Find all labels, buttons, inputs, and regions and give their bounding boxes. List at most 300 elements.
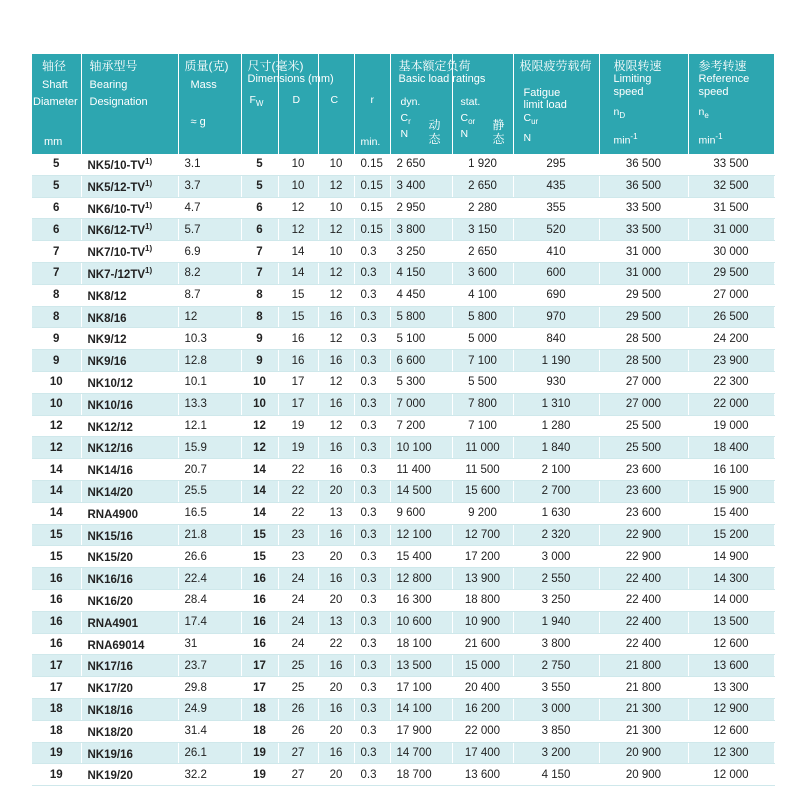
dyn-value: 13 500 bbox=[396, 659, 432, 672]
cell-shaft bbox=[32, 698, 81, 720]
r-value: 0.15 bbox=[360, 223, 383, 236]
stat-value: 2 650 bbox=[468, 245, 497, 258]
reference-value: 29 500 bbox=[713, 267, 749, 280]
stat-value: 2 650 bbox=[468, 180, 497, 193]
c-value: 20 bbox=[329, 768, 343, 781]
d-value: 22 bbox=[291, 485, 305, 498]
cell-d bbox=[278, 546, 318, 568]
fw-value: 8 bbox=[256, 310, 263, 323]
cell-designation bbox=[81, 154, 178, 175]
cell-stat bbox=[452, 677, 513, 699]
bearing-table bbox=[32, 54, 775, 786]
designation-value: NK14/16 bbox=[87, 464, 133, 477]
cell-r bbox=[354, 589, 390, 611]
cell-fw bbox=[241, 219, 278, 241]
cell-designation bbox=[81, 371, 178, 393]
cell-mass bbox=[178, 197, 241, 219]
mass-value: 6.9 bbox=[184, 245, 201, 258]
dyn-value: 2 950 bbox=[396, 201, 426, 214]
stat-value: 3 600 bbox=[468, 267, 497, 280]
table-row bbox=[32, 175, 774, 197]
reference-value: 24 200 bbox=[713, 332, 749, 345]
cell-r bbox=[354, 219, 390, 241]
cell-dyn bbox=[390, 546, 452, 568]
designation-en2: Designation bbox=[89, 96, 148, 108]
table-row bbox=[32, 655, 774, 677]
r-value: 0.3 bbox=[360, 441, 377, 454]
cell-r bbox=[354, 197, 390, 219]
cell-d bbox=[278, 589, 318, 611]
cell-c bbox=[318, 502, 354, 524]
cell-mass bbox=[178, 524, 241, 546]
mass-value: 8.2 bbox=[184, 267, 201, 280]
cell-shaft bbox=[32, 175, 81, 197]
header-designation bbox=[81, 54, 178, 154]
shaft-value: 10 bbox=[49, 376, 63, 389]
cell-fw bbox=[241, 633, 278, 655]
cell-dyn bbox=[390, 415, 452, 437]
dyn-value: 17 100 bbox=[396, 681, 432, 694]
cell-stat bbox=[452, 415, 513, 437]
shaft-value: 16 bbox=[49, 572, 63, 585]
cell-stat bbox=[452, 459, 513, 481]
dyn-value: 7 200 bbox=[396, 419, 426, 432]
fw-value: 6 bbox=[256, 201, 263, 214]
table-row bbox=[32, 241, 774, 263]
designation-value: RNA69014 bbox=[87, 639, 145, 652]
cell-dyn bbox=[390, 241, 452, 263]
c-value: 16 bbox=[329, 441, 343, 454]
limiting-value: 28 500 bbox=[625, 332, 662, 345]
cell-c bbox=[318, 241, 354, 263]
fw-value: 19 bbox=[253, 768, 266, 781]
designation-value: NK10/16 bbox=[87, 399, 133, 412]
r-symbol: r bbox=[370, 94, 374, 106]
cell-shaft bbox=[32, 350, 81, 372]
fatigue-value: 840 bbox=[546, 332, 566, 345]
table-row bbox=[32, 677, 774, 699]
cell-stat bbox=[452, 655, 513, 677]
cell-dyn bbox=[390, 764, 452, 786]
cell-fatigue bbox=[513, 633, 599, 655]
cell-fatigue bbox=[513, 219, 599, 241]
mass-value: 20.7 bbox=[184, 463, 207, 476]
cell-r bbox=[354, 459, 390, 481]
cell-designation bbox=[81, 720, 178, 742]
mass-value: 10.1 bbox=[184, 376, 207, 389]
fatigue-value: 3 000 bbox=[541, 550, 571, 563]
cell-c bbox=[318, 437, 354, 459]
fw-value: 7 bbox=[256, 267, 263, 280]
table-row bbox=[32, 568, 774, 590]
stat-value: 17 400 bbox=[464, 746, 501, 759]
fatigue-value: 600 bbox=[546, 267, 566, 280]
cell-mass bbox=[178, 262, 241, 284]
table-row bbox=[32, 437, 774, 459]
stat-value: 17 200 bbox=[464, 550, 501, 563]
c-value: 12 bbox=[329, 267, 343, 280]
limiting-value: 31 000 bbox=[625, 267, 662, 280]
cell-fw bbox=[241, 698, 278, 720]
stat-value: 4 100 bbox=[468, 289, 497, 302]
table-row bbox=[32, 262, 774, 284]
mass-value: 12.1 bbox=[184, 419, 207, 432]
cell-reference bbox=[688, 175, 774, 197]
cell-d bbox=[278, 154, 318, 175]
dyn-label: dyn. bbox=[400, 96, 421, 108]
limiting-value: 20 900 bbox=[625, 746, 662, 759]
shaft-value: 7 bbox=[53, 267, 60, 280]
designation-value: NK19/16 bbox=[87, 748, 133, 761]
table-row bbox=[32, 459, 774, 481]
fatigue-symbol: $C_{ur}$ bbox=[523, 112, 539, 127]
cell-mass bbox=[178, 284, 241, 306]
cell-reference bbox=[688, 568, 774, 590]
cell-fatigue bbox=[513, 502, 599, 524]
limiting-value: 21 300 bbox=[625, 703, 662, 716]
cell-d bbox=[278, 241, 318, 263]
cell-r bbox=[354, 350, 390, 372]
cell-mass bbox=[178, 698, 241, 720]
cell-reference bbox=[688, 589, 774, 611]
cell-limiting bbox=[599, 677, 688, 699]
reference-value: 15 400 bbox=[713, 507, 749, 520]
cell-shaft bbox=[32, 524, 81, 546]
fw-value: 10 bbox=[253, 398, 266, 411]
d-value: 27 bbox=[291, 746, 305, 759]
c-value: 16 bbox=[329, 463, 343, 476]
cell-c bbox=[318, 655, 354, 677]
fatigue-value: 2 100 bbox=[541, 463, 571, 476]
cell-fw bbox=[241, 502, 278, 524]
mass-value: 3.7 bbox=[184, 180, 201, 193]
cell-mass bbox=[178, 655, 241, 677]
stat-unit: N bbox=[460, 128, 469, 140]
cell-r bbox=[354, 284, 390, 306]
cell-stat bbox=[452, 219, 513, 241]
fw-value: 18 bbox=[253, 703, 266, 716]
cell-r bbox=[354, 655, 390, 677]
cell-fw bbox=[241, 306, 278, 328]
reference-value: 31 000 bbox=[713, 223, 749, 236]
cell-stat bbox=[452, 154, 513, 175]
cell-mass bbox=[178, 306, 241, 328]
cell-d bbox=[278, 655, 318, 677]
cell-reference bbox=[688, 546, 774, 568]
cell-stat bbox=[452, 393, 513, 415]
cell-mass bbox=[178, 219, 241, 241]
mass-value: 3.1 bbox=[184, 158, 201, 171]
cell-designation bbox=[81, 611, 178, 633]
cell-stat bbox=[452, 328, 513, 350]
cell-designation bbox=[81, 655, 178, 677]
cell-d bbox=[278, 611, 318, 633]
r-value: 0.3 bbox=[360, 485, 377, 498]
fw-value: 9 bbox=[256, 354, 263, 367]
cell-dyn bbox=[390, 262, 452, 284]
cell-stat bbox=[452, 698, 513, 720]
cell-shaft bbox=[32, 677, 81, 699]
cell-fw bbox=[241, 524, 278, 546]
cell-shaft bbox=[32, 328, 81, 350]
cell-fatigue bbox=[513, 284, 599, 306]
cell-dyn bbox=[390, 742, 452, 764]
cell-d bbox=[278, 328, 318, 350]
table-row bbox=[32, 589, 774, 611]
d-value: 16 bbox=[291, 354, 305, 367]
reference-value: 32 500 bbox=[713, 180, 749, 193]
cell-fatigue bbox=[513, 306, 599, 328]
limiting-value: 27 000 bbox=[625, 376, 662, 389]
dyn-value: 12 800 bbox=[396, 572, 432, 585]
cell-mass bbox=[178, 393, 241, 415]
cell-c bbox=[318, 524, 354, 546]
cell-d bbox=[278, 633, 318, 655]
cell-mass bbox=[178, 677, 241, 699]
fatigue-value: 2 550 bbox=[541, 572, 571, 585]
limiting-value: 33 500 bbox=[625, 223, 662, 236]
fw-value: 16 bbox=[253, 594, 266, 607]
header-shaft-diameter bbox=[32, 54, 81, 154]
cell-mass bbox=[178, 241, 241, 263]
limiting-value: 27 000 bbox=[625, 398, 662, 411]
stat-value: 15 000 bbox=[464, 659, 501, 672]
fw-value: 15 bbox=[253, 550, 266, 563]
cell-shaft bbox=[32, 154, 81, 175]
fatigue-value: 295 bbox=[546, 158, 566, 171]
dimensions-zh: 尺寸(毫米) bbox=[247, 59, 304, 73]
dyn-zh: 动态 bbox=[428, 118, 441, 146]
mass-value: 16.5 bbox=[184, 507, 207, 520]
cell-r bbox=[354, 546, 390, 568]
mass-value: 26.1 bbox=[184, 746, 207, 759]
cell-fw bbox=[241, 546, 278, 568]
cell-reference bbox=[688, 415, 774, 437]
cell-limiting bbox=[599, 350, 688, 372]
cell-c bbox=[318, 219, 354, 241]
cell-fw bbox=[241, 611, 278, 633]
c-value: 13 bbox=[329, 616, 343, 629]
cell-fw bbox=[241, 350, 278, 372]
fatigue-value: 1 840 bbox=[541, 441, 571, 454]
cell-d bbox=[278, 437, 318, 459]
designation-value: NK8/16 bbox=[87, 312, 127, 325]
cell-r bbox=[354, 306, 390, 328]
fw-value: 16 bbox=[253, 637, 266, 650]
shaft-value: 12 bbox=[49, 419, 63, 432]
fw-value: 8 bbox=[256, 289, 263, 302]
shaft-value: 5 bbox=[53, 180, 60, 193]
r-value: 0.15 bbox=[360, 180, 383, 193]
cell-c bbox=[318, 611, 354, 633]
cell-stat bbox=[452, 350, 513, 372]
designation-en1: Bearing bbox=[89, 79, 128, 91]
cell-reference bbox=[688, 284, 774, 306]
designation-value: NK15/20 bbox=[87, 552, 133, 565]
dyn-value: 18 100 bbox=[396, 637, 432, 650]
cell-designation bbox=[81, 524, 178, 546]
c-value: 12 bbox=[329, 419, 343, 432]
reference-value: 12 600 bbox=[713, 725, 749, 738]
cell-reference bbox=[688, 764, 774, 786]
limiting-value: 33 500 bbox=[625, 201, 662, 214]
shaft-value: 9 bbox=[53, 332, 60, 345]
stat-value: 5 800 bbox=[468, 310, 497, 323]
footnote-marker: 1) bbox=[145, 156, 153, 166]
cell-d bbox=[278, 502, 318, 524]
cell-shaft bbox=[32, 633, 81, 655]
fatigue-value: 410 bbox=[546, 245, 566, 258]
cell-r bbox=[354, 175, 390, 197]
cell-fatigue bbox=[513, 154, 599, 175]
cell-d bbox=[278, 524, 318, 546]
d-value: 19 bbox=[291, 419, 305, 432]
cell-reference bbox=[688, 677, 774, 699]
c-value: 16 bbox=[329, 572, 343, 585]
mass-value: 28.4 bbox=[184, 594, 207, 607]
shaft-en1: Shaft bbox=[42, 79, 68, 91]
cell-limiting bbox=[599, 633, 688, 655]
shaft-value: 15 bbox=[49, 550, 63, 563]
fw-value: 5 bbox=[256, 180, 263, 193]
cell-r bbox=[354, 437, 390, 459]
fatigue-value: 3 000 bbox=[541, 703, 571, 716]
r-value: 0.3 bbox=[360, 332, 377, 345]
d-value: 23 bbox=[291, 550, 305, 563]
cell-mass bbox=[178, 742, 241, 764]
cell-shaft bbox=[32, 611, 81, 633]
cell-d bbox=[278, 219, 318, 241]
table-row bbox=[32, 219, 774, 241]
reference-value: 14 000 bbox=[713, 594, 749, 607]
r-value: 0.3 bbox=[360, 746, 377, 759]
cell-fw bbox=[241, 764, 278, 786]
limiting-unit: $\min^{-1}$ bbox=[613, 132, 638, 147]
designation-value: NK15/16 bbox=[87, 530, 133, 543]
d-value: 17 bbox=[291, 376, 305, 389]
cell-fw bbox=[241, 175, 278, 197]
mass-unit: ≈ g bbox=[190, 116, 206, 128]
cell-r bbox=[354, 154, 390, 175]
mass-value: 31 bbox=[184, 637, 198, 650]
cell-stat bbox=[452, 568, 513, 590]
mass-value: 31.4 bbox=[184, 725, 207, 738]
cell-stat bbox=[452, 611, 513, 633]
cell-fatigue bbox=[513, 611, 599, 633]
cell-reference bbox=[688, 371, 774, 393]
fw-value: 5 bbox=[256, 158, 263, 171]
fatigue-value: 435 bbox=[546, 180, 566, 193]
c-value: 16 bbox=[329, 310, 343, 323]
c-value: 12 bbox=[329, 223, 343, 236]
fw-value: 14 bbox=[253, 507, 266, 520]
c-value: 16 bbox=[329, 528, 343, 541]
dyn-value: 2 650 bbox=[396, 158, 426, 171]
cell-d bbox=[278, 677, 318, 699]
cell-c bbox=[318, 197, 354, 219]
c-value: 12 bbox=[329, 289, 343, 302]
c-value: 12 bbox=[329, 332, 343, 345]
cell-dyn bbox=[390, 720, 452, 742]
reference-value: 22 000 bbox=[713, 398, 749, 411]
designation-zh: 轴承型号 bbox=[89, 59, 138, 73]
d-value: 10 bbox=[291, 180, 305, 193]
cell-stat bbox=[452, 306, 513, 328]
table-row bbox=[32, 284, 774, 306]
cell-shaft bbox=[32, 284, 81, 306]
cell-fw bbox=[241, 197, 278, 219]
cell-c bbox=[318, 720, 354, 742]
table-row bbox=[32, 524, 774, 546]
cell-fatigue bbox=[513, 764, 599, 786]
cell-fatigue bbox=[513, 546, 599, 568]
stat-zh: 静态 bbox=[492, 118, 505, 146]
c-symbol: C bbox=[330, 94, 339, 106]
cell-r bbox=[354, 524, 390, 546]
dyn-symbol: $C_r$ bbox=[400, 112, 411, 127]
shaft-value: 8 bbox=[53, 289, 60, 302]
fw-value: 9 bbox=[256, 332, 263, 345]
cell-dyn bbox=[390, 371, 452, 393]
designation-value: NK17/20 bbox=[87, 682, 133, 695]
stat-value: 18 800 bbox=[464, 594, 501, 607]
limiting-value: 22 400 bbox=[625, 594, 662, 607]
limiting-value: 22 900 bbox=[625, 550, 662, 563]
r-value: 0.3 bbox=[360, 398, 377, 411]
cell-fatigue bbox=[513, 677, 599, 699]
dyn-value: 16 300 bbox=[396, 594, 432, 607]
r-value: 0.15 bbox=[360, 158, 383, 171]
shaft-zh: 轴径 bbox=[42, 59, 67, 73]
stat-value: 11 000 bbox=[465, 441, 500, 454]
cell-limiting bbox=[599, 219, 688, 241]
d-value: 27 bbox=[291, 768, 305, 781]
table-row bbox=[32, 371, 774, 393]
cell-limiting bbox=[599, 655, 688, 677]
mass-value: 21.8 bbox=[184, 528, 207, 541]
cell-limiting bbox=[599, 524, 688, 546]
d-value: 25 bbox=[291, 681, 305, 694]
table-row bbox=[32, 698, 774, 720]
fw-symbol: $F_W$ bbox=[249, 94, 264, 109]
shaft-value: 8 bbox=[53, 310, 60, 323]
cell-c bbox=[318, 764, 354, 786]
cell-fatigue bbox=[513, 480, 599, 502]
cell-fw bbox=[241, 720, 278, 742]
r-value: 0.3 bbox=[360, 703, 377, 716]
cell-dyn bbox=[390, 393, 452, 415]
cell-reference bbox=[688, 350, 774, 372]
cell-reference bbox=[688, 742, 774, 764]
r-value: 0.3 bbox=[360, 310, 377, 323]
reference-en1: Reference bbox=[698, 73, 750, 85]
cell-d bbox=[278, 175, 318, 197]
c-value: 10 bbox=[329, 245, 343, 258]
shaft-value: 12 bbox=[49, 441, 63, 454]
cell-c bbox=[318, 633, 354, 655]
cell-d bbox=[278, 698, 318, 720]
cell-shaft bbox=[32, 371, 81, 393]
dyn-unit: N bbox=[400, 128, 409, 140]
cell-stat bbox=[452, 502, 513, 524]
r-value: 0.3 bbox=[360, 419, 377, 432]
fatigue-value: 690 bbox=[546, 289, 566, 302]
c-value: 10 bbox=[329, 158, 343, 171]
cell-fatigue bbox=[513, 350, 599, 372]
d-value: 12 bbox=[291, 223, 305, 236]
cell-stat bbox=[452, 371, 513, 393]
r-value: 0.3 bbox=[360, 725, 377, 738]
